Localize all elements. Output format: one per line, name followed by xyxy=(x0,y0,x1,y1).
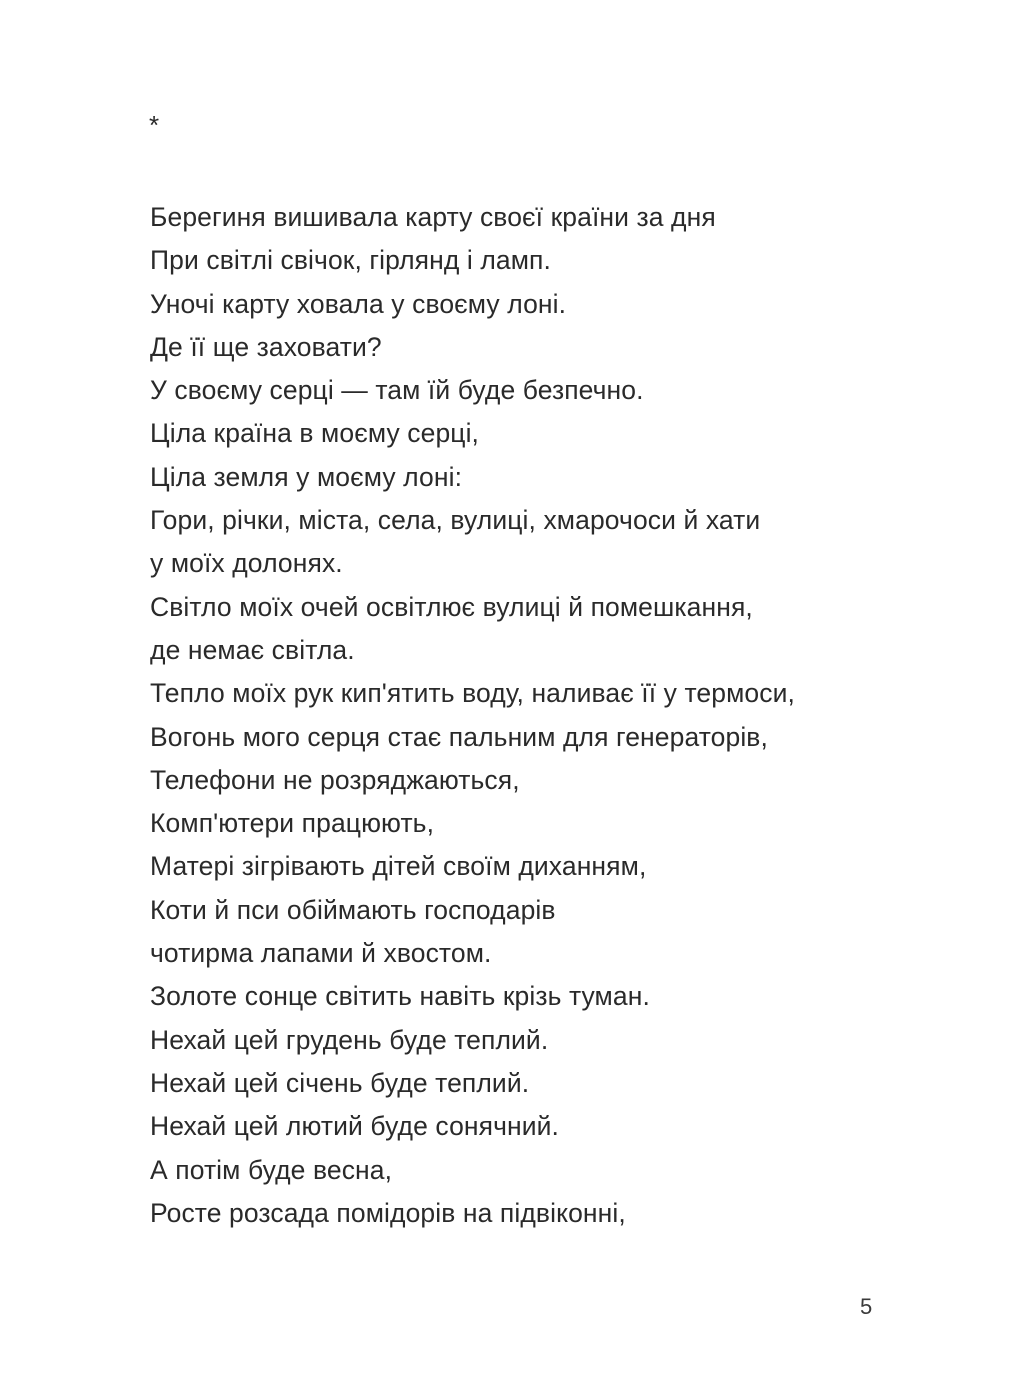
poem-text xyxy=(150,196,795,1235)
poem-line: Де її ще заховати? xyxy=(150,331,382,362)
poem-line: Росте розсада помідорів на підвіконні, xyxy=(150,1197,626,1228)
poem-line: Комп'ютери працюють, xyxy=(150,808,435,839)
page-number: 5 xyxy=(860,1294,873,1319)
poem-line: При світлі свічок, гірлянд і ламп. xyxy=(150,245,551,276)
poem-line: Світло моїх очей освітлює вулиці й помешкання, xyxy=(150,591,753,622)
poem-line: Нехай цей січень буде теплий. xyxy=(150,1067,530,1098)
poem-line: Нехай цей лютий буде сонячний. xyxy=(150,1111,560,1142)
poem-line: Матері зігрівають дітей своїм диханням, xyxy=(150,851,647,882)
poem-line: Уночі карту ховала у своєму лоні. xyxy=(150,288,567,319)
poem-line: Коти й пси обіймають господарів xyxy=(150,894,556,925)
poem-line: Телефони не розряджаються, xyxy=(150,764,520,795)
poem-line: А потім буде весна, xyxy=(150,1154,393,1185)
poem-line: Нехай цей грудень буде теплий. xyxy=(150,1024,549,1055)
poem-line: де немає світла. xyxy=(150,634,355,665)
poem-line: Ціла земля у моєму лоні: xyxy=(150,461,463,492)
poem-line: у моїх долонях. xyxy=(150,548,343,579)
poem-line: Ціла країна в моєму серці, xyxy=(150,418,480,449)
section-marker: * xyxy=(149,110,160,140)
poem-line: Вогонь мого серця стає пальним для генераторів, xyxy=(150,721,768,752)
poem-line: чотирма лапами й хвостом. xyxy=(150,938,492,969)
poem-line: Гори, річки, міста, села, вулиці, хмарочоси й хати xyxy=(150,505,761,536)
poem-line: Тепло моїх рук кип'ятить воду, наливає її у термоси, xyxy=(150,678,795,709)
poem-line: У своєму серці — там їй буде безпечно. xyxy=(150,375,644,406)
poem-line: Берегиня вишивала карту своєї країни за дня xyxy=(150,202,716,232)
poem-line: Золоте сонце світить навіть крізь туман. xyxy=(150,981,650,1012)
